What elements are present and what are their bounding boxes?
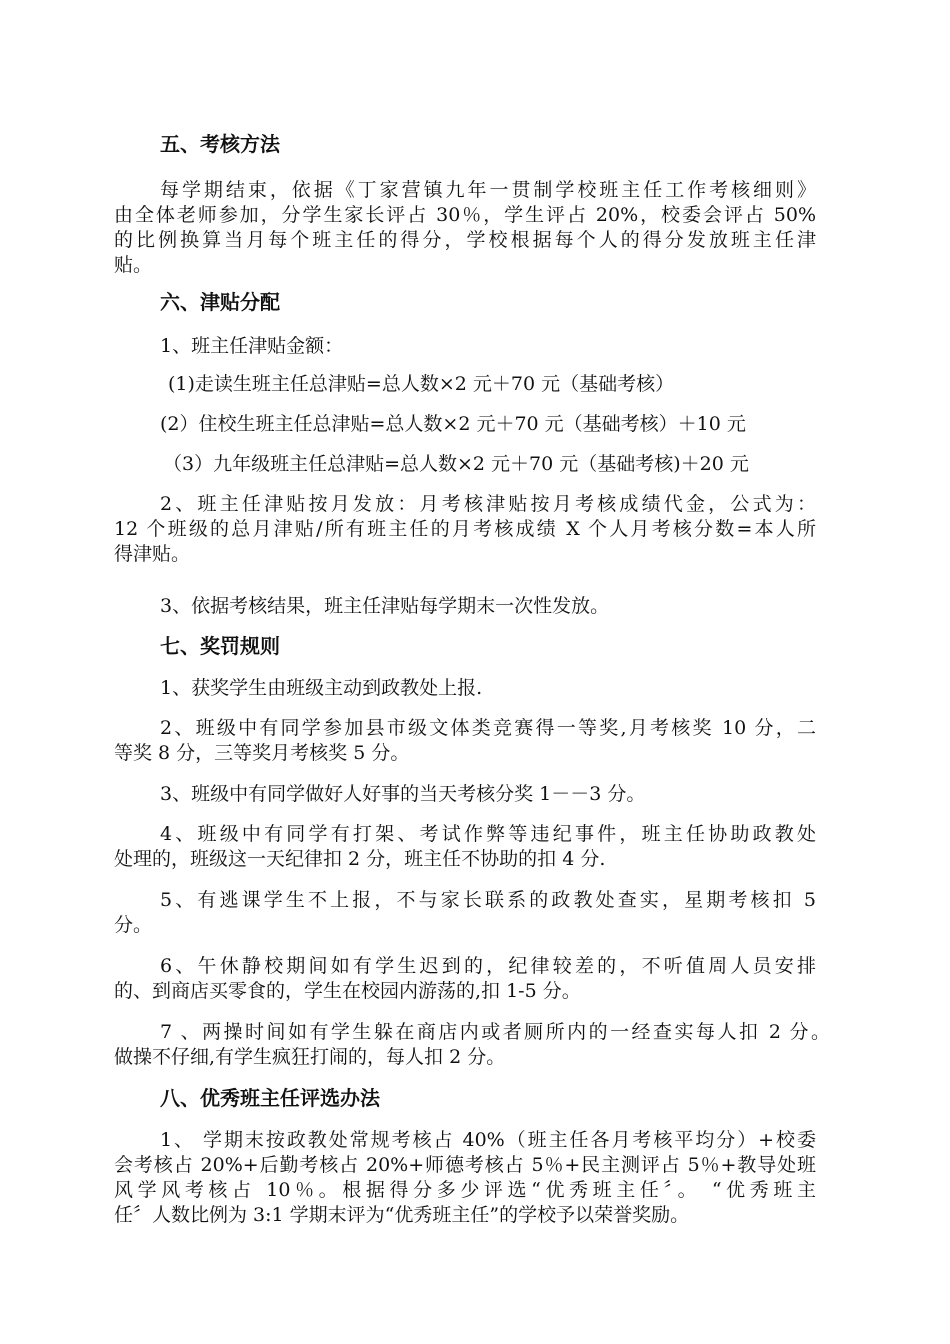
- section-heading-assessment-method: 五、考核方法: [160, 132, 280, 156]
- formula-line: (1)走读生班主任总津贴=总人数×2 元＋70 元（基础考核）: [168, 373, 675, 395]
- paragraph-line: 由全体老师参加，分学生家长评占 30％，学生评占 20%，校委会评占 50%: [114, 204, 816, 226]
- paragraph-line: 贴。: [114, 254, 153, 276]
- list-item: 1、班主任津贴金额：: [160, 335, 344, 357]
- paragraph-line: 的、到商店买零食的，学生在校园内游荡的,扣 1-5 分。: [114, 980, 581, 1002]
- paragraph-line: 得津贴。: [114, 543, 191, 565]
- section-heading-excellent-teacher-selection: 八、优秀班主任评选办法: [160, 1086, 380, 1110]
- list-item: 7 、两操时间如有学生躲在商店内或者厕所内的一经查实每人扣 2 分。: [160, 1021, 830, 1043]
- section-heading-rewards-penalties: 七、奖罚规则: [160, 634, 280, 658]
- list-item: 5、有逃课学生不上报，不与家长联系的政教处查实，星期考核扣 5: [160, 889, 816, 911]
- paragraph-line: 风学风考核占 10％。根据得分多少评选“优秀班主任〞。 “优秀班主: [114, 1179, 816, 1201]
- list-item: 2、班主任津贴按月发放：月考核津贴按月考核成绩代金，公式为：: [160, 493, 816, 515]
- formula-line: (2）住校生班主任总津贴=总人数×2 元＋70 元（基础考核）＋10 元: [160, 413, 746, 435]
- section-heading-allowance-distribution: 六、津贴分配: [160, 290, 280, 314]
- list-item: 4、班级中有同学有打架、考试作弊等违纪事件，班主任协助政教处: [160, 823, 816, 845]
- paragraph-line: 分。: [114, 914, 153, 936]
- list-item: 2、班级中有同学参加县市级文体类竞赛得一等奖,月考核奖 10 分，二: [160, 717, 816, 739]
- paragraph-line: 任〞人数比例为 3:1 学期末评为“优秀班主任”的学校予以荣誉奖励。: [114, 1204, 690, 1226]
- paragraph-line: 会考核占 20%+后勤考核占 20%+师德考核占 5％+民主测评占 5％+教导处班: [114, 1154, 816, 1176]
- paragraph-line: 处理的，班级这一天纪律扣 2 分，班主任不协助的扣 4 分.: [114, 848, 606, 870]
- paragraph-line: 每学期结束，依据《丁家营镇九年一贯制学校班主任工作考核细则》: [160, 179, 816, 201]
- paragraph-line: 等奖 8 分，三等奖月考核奖 5 分。: [114, 742, 410, 764]
- list-item: 6、午休静校期间如有学生迟到的，纪律较差的，不听值周人员安排: [160, 955, 816, 977]
- paragraph-line: 做操不仔细,有学生疯狂打闹的，每人扣 2 分。: [114, 1046, 506, 1068]
- paragraph-line: 的比例换算当月每个班主任的得分，学校根据每个人的得分发放班主任津: [114, 229, 816, 251]
- formula-line: （3）九年级班主任总津贴=总人数×2 元＋70 元（基础考核)＋20 元: [163, 453, 749, 475]
- list-item: 3、依据考核结果，班主任津贴每学期末一次性发放。: [160, 595, 610, 617]
- list-item: 1、 学期末按政教处常规考核占 40%（班主任各月考核平均分）+校委: [160, 1129, 816, 1151]
- list-item: 1、获奖学生由班级主动到政教处上报.: [160, 677, 483, 699]
- paragraph-line: 12 个班级的总月津贴/所有班主任的月考核成绩 X 个人月考核分数=本人所: [114, 518, 816, 540]
- list-item: 3、班级中有同学做好人好事的当天考核分奖 1－－3 分。: [160, 783, 646, 805]
